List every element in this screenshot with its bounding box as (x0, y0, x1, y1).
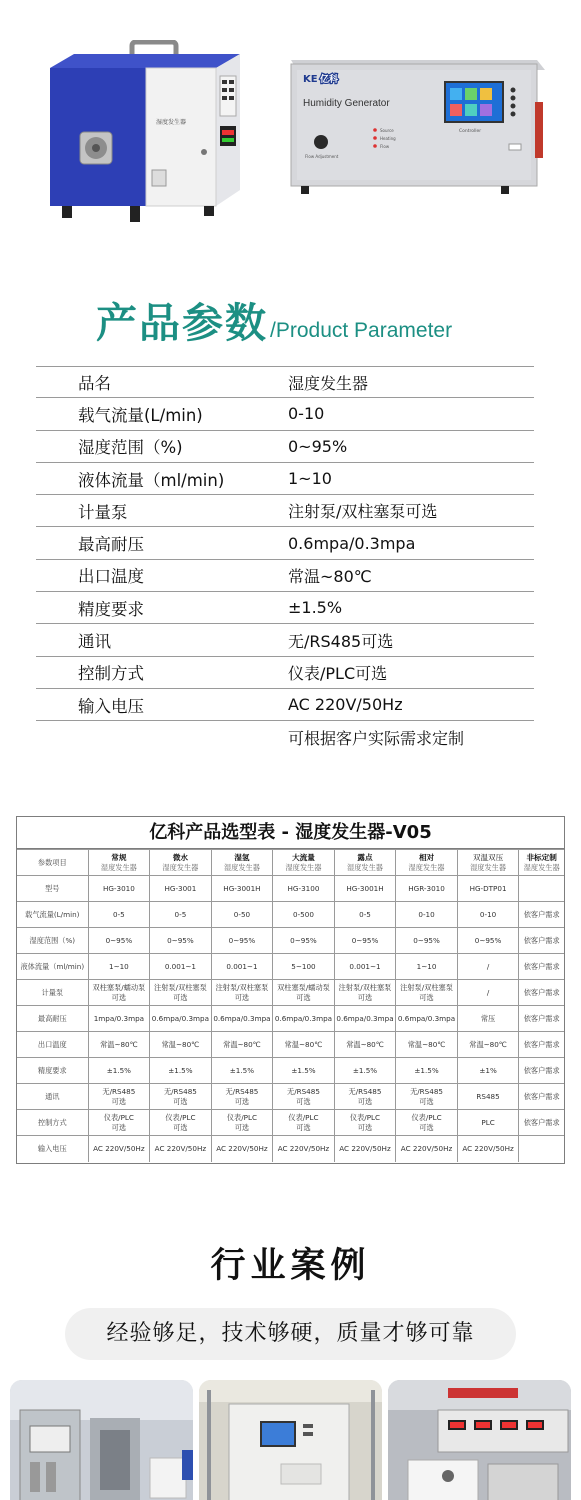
row-label: 通讯 (17, 1084, 88, 1110)
table-cell: 0.6mpa/0.3mpa (273, 1006, 335, 1032)
table-cell: 5~100 (273, 954, 335, 980)
table-cell (396, 1110, 458, 1136)
table-cell (334, 1110, 396, 1136)
selection-table-title: 亿科产品选型表 - 湿度发生器-V05 (17, 817, 564, 849)
parameter-key: 计量泵 (78, 502, 128, 522)
cell-line: 双柱塞泵/蠕动泵 (277, 982, 330, 992)
brand-logo-cn: 亿科 (320, 75, 339, 85)
parameter-key: 精度要求 (78, 599, 144, 619)
column-subtitle: 湿度发生器 (470, 862, 507, 872)
table-cell (519, 876, 564, 902)
table-column-header (273, 850, 335, 876)
table-cell: 依客户需求 (519, 902, 564, 928)
table-cell: 0-5 (150, 902, 212, 928)
cell-line: 可选 (173, 1122, 188, 1132)
table-cell: 依客户需求 (519, 1032, 564, 1058)
customization-note: 可根据客户实际需求定制 (288, 729, 465, 748)
cell-line: 可选 (111, 1096, 127, 1106)
parameter-value: AC 220V/50Hz (288, 695, 403, 715)
parameter-row (36, 657, 534, 689)
table-cell (88, 1110, 150, 1136)
table-cell: 0~95% (88, 928, 150, 954)
table-row (17, 980, 564, 1006)
table-cell: 0~95% (150, 928, 212, 954)
parameter-value: 0.6mpa/0.3mpa (288, 533, 416, 553)
parameter-row (36, 624, 534, 656)
cell-line: 仪表/PLC (103, 1112, 134, 1122)
table-cell: HG-DTP01 (457, 876, 519, 902)
cell-line: 注射泵/双柱塞泵 (215, 982, 269, 992)
brand-logo-en: KE (303, 74, 318, 85)
table-cell (519, 1136, 564, 1162)
table-cell: HGR-3010 (396, 876, 458, 902)
parameter-key: 载气流量(L/min) (78, 405, 203, 425)
table-cell: 0-50 (211, 902, 273, 928)
parameter-row (36, 463, 534, 495)
table-cell: 依客户需求 (519, 980, 564, 1006)
parameter-value: 常温~80℃ (288, 566, 372, 586)
parameter-row (36, 560, 534, 592)
table-cell: 常温~80℃ (273, 1032, 335, 1058)
table-cell (88, 1084, 150, 1110)
table-cell: AC 220V/50Hz (211, 1136, 273, 1162)
case-photo-instrument-rack (388, 1380, 571, 1500)
parameter-row (36, 495, 534, 527)
table-row (17, 1110, 564, 1136)
parameter-key: 出口温度 (78, 567, 144, 587)
row-label: 型号 (17, 876, 88, 902)
case-photo-lab-bench (10, 1380, 193, 1500)
table-column-header (150, 850, 212, 876)
table-row (17, 954, 564, 980)
cell-line: 可选 (357, 1096, 373, 1106)
parameter-key: 通讯 (78, 632, 111, 652)
table-cell: 依客户需求 (519, 954, 564, 980)
column-name: 微水 (172, 852, 188, 862)
table-cell: / (457, 954, 519, 980)
parameter-value: 仪表/PLC可选 (288, 663, 388, 683)
parameter-row (36, 592, 534, 624)
heading-en: /Product Parameter (270, 319, 453, 342)
parameter-key: 输入电压 (78, 696, 144, 716)
column-name: 相对 (418, 852, 435, 862)
table-cell: 0.6mpa/0.3mpa (334, 1006, 396, 1032)
table-cell (273, 980, 335, 1006)
table-cell: 常温~80℃ (211, 1032, 273, 1058)
table-cell (273, 1084, 335, 1110)
table-cell (273, 1110, 335, 1136)
cell-line: 注射泵/双柱塞泵 (400, 982, 453, 992)
table-cell: HG-3001 (150, 876, 212, 902)
table-cell: 0.001~1 (211, 954, 273, 980)
column-name: 双温双压 (472, 852, 504, 862)
cell-line: 仪表/PLC (165, 1112, 196, 1122)
table-cell: 0~95% (396, 928, 458, 954)
table-cell: 常温~80℃ (88, 1032, 150, 1058)
table-cell: AC 220V/50Hz (273, 1136, 335, 1162)
table-cell: 0-5 (88, 902, 150, 928)
table-cell: 0.001~1 (334, 954, 396, 980)
column-name: 湿氢 (234, 852, 250, 862)
case-photo-controller-cabinet (199, 1380, 382, 1500)
table-cell (150, 980, 212, 1006)
column-subtitle: 湿度发生器 (162, 862, 199, 872)
cell-line: 可选 (173, 992, 188, 1002)
table-cell: 依客户需求 (519, 1084, 564, 1110)
table-cell (396, 980, 458, 1006)
table-cell (150, 1110, 212, 1136)
table-cell: ±1.5% (396, 1058, 458, 1084)
table-cell: AC 220V/50Hz (334, 1136, 396, 1162)
table-row (17, 1032, 564, 1058)
table-cell: 1mpa/0.3mpa (88, 1006, 150, 1032)
selection-grid (17, 849, 564, 1162)
parameter-value: 0~95% (288, 436, 348, 456)
column-subtitle: 湿度发生器 (347, 862, 383, 872)
table-column-header (211, 850, 273, 876)
cell-line: 可选 (234, 1096, 250, 1106)
table-cell: 0-500 (273, 902, 335, 928)
benchtop-humidity-generator-image (287, 58, 545, 198)
row-label: 湿度范围（%) (17, 928, 88, 954)
table-cell: 0-10 (457, 902, 519, 928)
table-cell: 0~95% (273, 928, 335, 954)
column-subtitle: 湿度发生器 (285, 862, 322, 872)
industry-cases-heading: 行业案例 (210, 1246, 371, 1286)
table-cell: 0.6mpa/0.3mpa (150, 1006, 212, 1032)
table-cell: HG-3100 (273, 876, 335, 902)
table-cell: RS485 (457, 1084, 519, 1110)
cell-line: 可选 (357, 992, 373, 1002)
cell-line: 双柱塞泵/蠕动泵 (92, 982, 146, 992)
table-row (17, 1136, 564, 1162)
row-label: 载气流量(L/min) (17, 902, 88, 928)
table-cell: 0.6mpa/0.3mpa (211, 1006, 273, 1032)
cell-line: 可选 (296, 1096, 311, 1106)
cell-line: 仪表/PLC (288, 1112, 319, 1122)
parameter-row (36, 689, 534, 721)
portable-humidity-generator-image (44, 40, 254, 225)
table-cell: 常温~80℃ (334, 1032, 396, 1058)
table-cell: AC 220V/50Hz (88, 1136, 150, 1162)
table-cell: ±1.5% (334, 1058, 396, 1084)
column-name: 常规 (111, 852, 127, 862)
table-cell: AC 220V/50Hz (457, 1136, 519, 1162)
table-cell: 1~10 (396, 954, 458, 980)
row-label: 精度要求 (17, 1058, 88, 1084)
cell-line: 仪表/PLC (349, 1112, 381, 1122)
table-cell (334, 980, 396, 1006)
cell-line: 仪表/PLC (411, 1112, 442, 1122)
parameter-value: 1~10 (288, 469, 332, 489)
table-cell: 0~95% (457, 928, 519, 954)
row-label: 液体流量（ml/min) (17, 954, 88, 980)
table-column-header (396, 850, 458, 876)
table-cell: ±1.5% (88, 1058, 150, 1084)
table-cell: 0-10 (396, 902, 458, 928)
parameter-row (36, 431, 534, 463)
table-column-header (88, 850, 150, 876)
row-label: 最高耐压 (17, 1006, 88, 1032)
cell-line: 注射泵/双柱塞泵 (154, 982, 207, 992)
table-row (17, 876, 564, 902)
selection-table (16, 816, 565, 1164)
table-row (17, 1058, 564, 1084)
parameter-list (36, 366, 534, 721)
cell-line: 可选 (173, 1096, 188, 1106)
cell-line: 可选 (296, 992, 311, 1002)
column-subtitle: 湿度发生器 (408, 862, 445, 872)
cell-line: 注射泵/双柱塞泵 (338, 982, 392, 992)
cell-line: 无/RS485 (225, 1086, 259, 1096)
cell-line: 无/RS485 (163, 1086, 197, 1096)
table-cell: 0~95% (211, 928, 273, 954)
table-cell: 0-5 (334, 902, 396, 928)
table-row (17, 902, 564, 928)
table-cell (211, 980, 273, 1006)
cell-line: 可选 (111, 1122, 127, 1132)
table-cell: 依客户需求 (519, 928, 564, 954)
table-cell: / (457, 980, 519, 1006)
table-column-header (457, 850, 519, 876)
table-row (17, 1006, 564, 1032)
parameter-key: 品名 (78, 374, 111, 394)
column-name: 非标定制 (526, 852, 557, 862)
cell-line: 可选 (296, 1122, 311, 1132)
table-cell: 0.6mpa/0.3mpa (396, 1006, 458, 1032)
table-row (17, 1084, 564, 1110)
table-cell: HG-3010 (88, 876, 150, 902)
table-cell: 依客户需求 (519, 1110, 564, 1136)
product-parameter-heading (96, 290, 452, 349)
table-cell (334, 1084, 396, 1110)
cell-line: 无/RS485 (348, 1086, 382, 1096)
table-cell: 常温~80℃ (396, 1032, 458, 1058)
table-corner-label: 参数项目 (17, 850, 88, 876)
table-cell (211, 1110, 273, 1136)
device2-screen-label: Controller (459, 129, 482, 134)
table-cell: HG-3001H (334, 876, 396, 902)
table-row (17, 928, 564, 954)
column-subtitle: 湿度发生器 (100, 862, 137, 872)
parameter-value: 无/RS485可选 (288, 631, 394, 651)
parameter-key: 湿度范围（%) (78, 438, 183, 458)
heading-cn: 产品参数 (96, 299, 268, 347)
table-cell: HG-3001H (211, 876, 273, 902)
table-cell: 依客户需求 (519, 1058, 564, 1084)
device1-label: 湿度发生器 (156, 119, 187, 126)
indicator-label-3: Flow (380, 144, 390, 149)
parameter-row (36, 366, 534, 398)
table-cell: AC 220V/50Hz (396, 1136, 458, 1162)
column-subtitle: 湿度发生器 (523, 862, 560, 872)
cell-line: 可选 (419, 992, 434, 1002)
table-cell: PLC (457, 1110, 519, 1136)
table-column-header (334, 850, 396, 876)
table-column-header (519, 850, 564, 876)
cell-line: 无/RS485 (410, 1086, 443, 1096)
column-name: 大流量 (292, 852, 315, 862)
table-cell (88, 980, 150, 1006)
indicator-label-1: Source (380, 128, 394, 133)
parameter-value: 湿度发生器 (288, 373, 369, 393)
cell-line: 仪表/PLC (226, 1112, 258, 1122)
parameter-value: 注射泵/双柱塞泵可选 (288, 502, 438, 522)
table-cell: ±1.5% (211, 1058, 273, 1084)
table-cell: AC 220V/50Hz (150, 1136, 212, 1162)
table-cell: ±1.5% (150, 1058, 212, 1084)
cell-line: 可选 (419, 1096, 434, 1106)
row-label: 计量泵 (17, 980, 88, 1006)
table-cell: 常温~80℃ (457, 1032, 519, 1058)
table-cell: ±1.5% (273, 1058, 335, 1084)
cell-line: 可选 (357, 1122, 373, 1132)
table-cell: 1~10 (88, 954, 150, 980)
parameter-key: 最高耐压 (78, 535, 144, 555)
product-photos (0, 0, 581, 250)
table-cell (396, 1084, 458, 1110)
table-cell: 依客户需求 (519, 1006, 564, 1032)
cell-line: 可选 (419, 1122, 434, 1132)
cell-line: 可选 (111, 992, 127, 1002)
row-label: 控制方式 (17, 1110, 88, 1136)
parameter-key: 液体流量（ml/min) (78, 470, 225, 490)
table-cell: 常压 (457, 1006, 519, 1032)
cell-line: 可选 (234, 992, 250, 1002)
device2-name: Humidity Generator (303, 98, 390, 109)
table-cell: ±1% (457, 1058, 519, 1084)
slogan-banner: 经验够足，技术够硬，质量才够可靠 (65, 1308, 516, 1360)
device2-knob-label: Flow Adjustment (305, 154, 339, 159)
cell-line: 无/RS485 (102, 1086, 136, 1096)
row-label: 输入电压 (17, 1136, 88, 1162)
parameter-row (36, 398, 534, 430)
parameter-key: 控制方式 (78, 664, 144, 684)
column-subtitle: 湿度发生器 (223, 862, 260, 872)
case-photos (10, 1380, 571, 1500)
table-cell: 0~95% (334, 928, 396, 954)
table-cell (150, 1084, 212, 1110)
cell-line: 可选 (234, 1122, 250, 1132)
indicator-label-2: Heating (380, 136, 396, 141)
cell-line: 无/RS485 (287, 1086, 320, 1096)
table-cell (211, 1084, 273, 1110)
table-cell: 常温~80℃ (150, 1032, 212, 1058)
row-label: 出口温度 (17, 1032, 88, 1058)
parameter-row (36, 527, 534, 559)
column-name: 露点 (357, 852, 373, 862)
table-cell: 0.001~1 (150, 954, 212, 980)
parameter-value: ±1.5% (288, 598, 343, 618)
parameter-value: 0-10 (288, 404, 325, 424)
